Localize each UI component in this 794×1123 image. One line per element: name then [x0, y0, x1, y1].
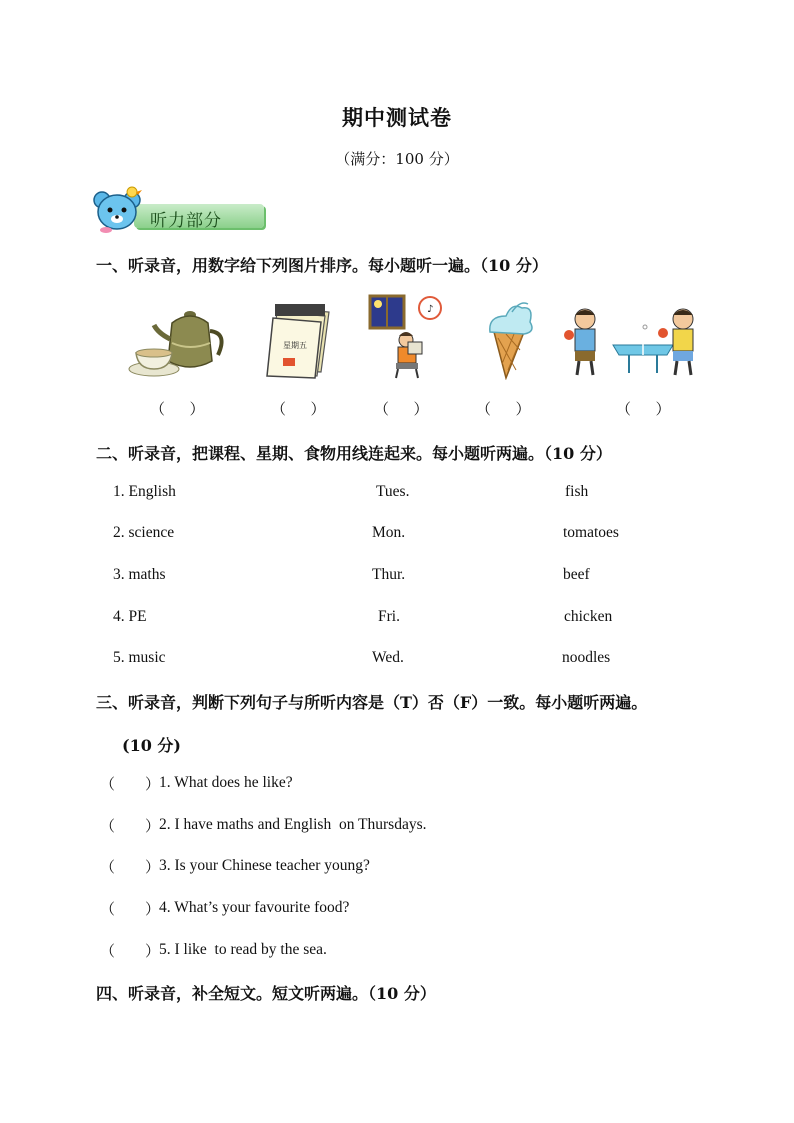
subject-item[interactable]: 2. science: [113, 524, 175, 541]
food-item[interactable]: beef: [563, 566, 590, 583]
tf-sentence: 3. Is your Chinese teacher young?: [159, 857, 370, 874]
boys-playing-ping-pong-picture: [563, 305, 713, 379]
day-item[interactable]: Wed.: [372, 649, 404, 666]
ice-cream-cone-picture: [484, 298, 536, 380]
full-score-note: （满分：100 分）: [335, 150, 459, 168]
food-item[interactable]: tomatoes: [563, 524, 619, 541]
subject-item[interactable]: 4. PE: [113, 608, 147, 625]
tf-answer-bracket[interactable]: （ ）: [100, 817, 161, 835]
calendar-day-label: 星期五: [283, 341, 307, 350]
tf-answer-bracket[interactable]: （ ）: [100, 858, 161, 876]
answer-blank-5[interactable]: （ ）: [616, 400, 671, 418]
food-item[interactable]: chicken: [564, 608, 613, 625]
food-item[interactable]: noodles: [562, 649, 611, 666]
subject-item[interactable]: 3. maths: [113, 566, 166, 583]
tf-sentence: 1. What does he like?: [159, 774, 293, 791]
tf-sentence: 4. What’s your favourite food?: [159, 899, 350, 916]
svg-text:♪: ♪: [427, 304, 434, 315]
bear-mascot-icon: [92, 186, 144, 234]
day-item[interactable]: Fri.: [378, 608, 400, 625]
answer-blank-4[interactable]: （ ）: [476, 400, 531, 418]
friday-calendar-picture: [263, 300, 331, 380]
tf-answer-bracket[interactable]: （ ）: [100, 775, 161, 793]
answer-blank-2[interactable]: （ ）: [271, 400, 326, 418]
listening-section-banner: [92, 186, 268, 234]
teapot-and-cup-picture: [128, 303, 228, 379]
boy-reading-at-night-picture: [368, 294, 444, 380]
section-4-heading: 四、听录音，补全短文。短文听两遍。（10 分）: [96, 984, 436, 1003]
section-1-heading: 一、听录音，用数字给下列图片排序。每小题听一遍。（10 分）: [96, 256, 548, 275]
tf-answer-bracket[interactable]: （ ）: [100, 942, 161, 960]
tf-answer-bracket[interactable]: （ ）: [100, 900, 161, 918]
subject-item[interactable]: 5. music: [113, 649, 166, 666]
section-3-points: (10 分): [122, 736, 181, 755]
day-item[interactable]: Mon.: [372, 524, 406, 541]
answer-blank-1[interactable]: （ ）: [150, 400, 205, 418]
tf-sentence: 2. I have maths and English on Thursdays.: [159, 816, 427, 833]
food-item[interactable]: fish: [565, 483, 589, 500]
banner-label: 听力部分: [150, 211, 222, 231]
page-title: 期中测试卷: [342, 105, 452, 130]
day-item[interactable]: Thur.: [372, 566, 406, 583]
subject-item[interactable]: 1. English: [113, 483, 176, 500]
section-3-heading: 三、听录音，判断下列句子与所听内容是（T）否（F）一致。每小题听两遍。: [96, 693, 648, 712]
section-2-heading: 二、听录音，把课程、星期、食物用线连起来。每小题听两遍。（10 分）: [96, 444, 612, 463]
tf-sentence: 5. I like to read by the sea.: [159, 941, 327, 958]
answer-blank-3[interactable]: （ ）: [374, 400, 429, 418]
day-item[interactable]: Tues.: [376, 483, 410, 500]
